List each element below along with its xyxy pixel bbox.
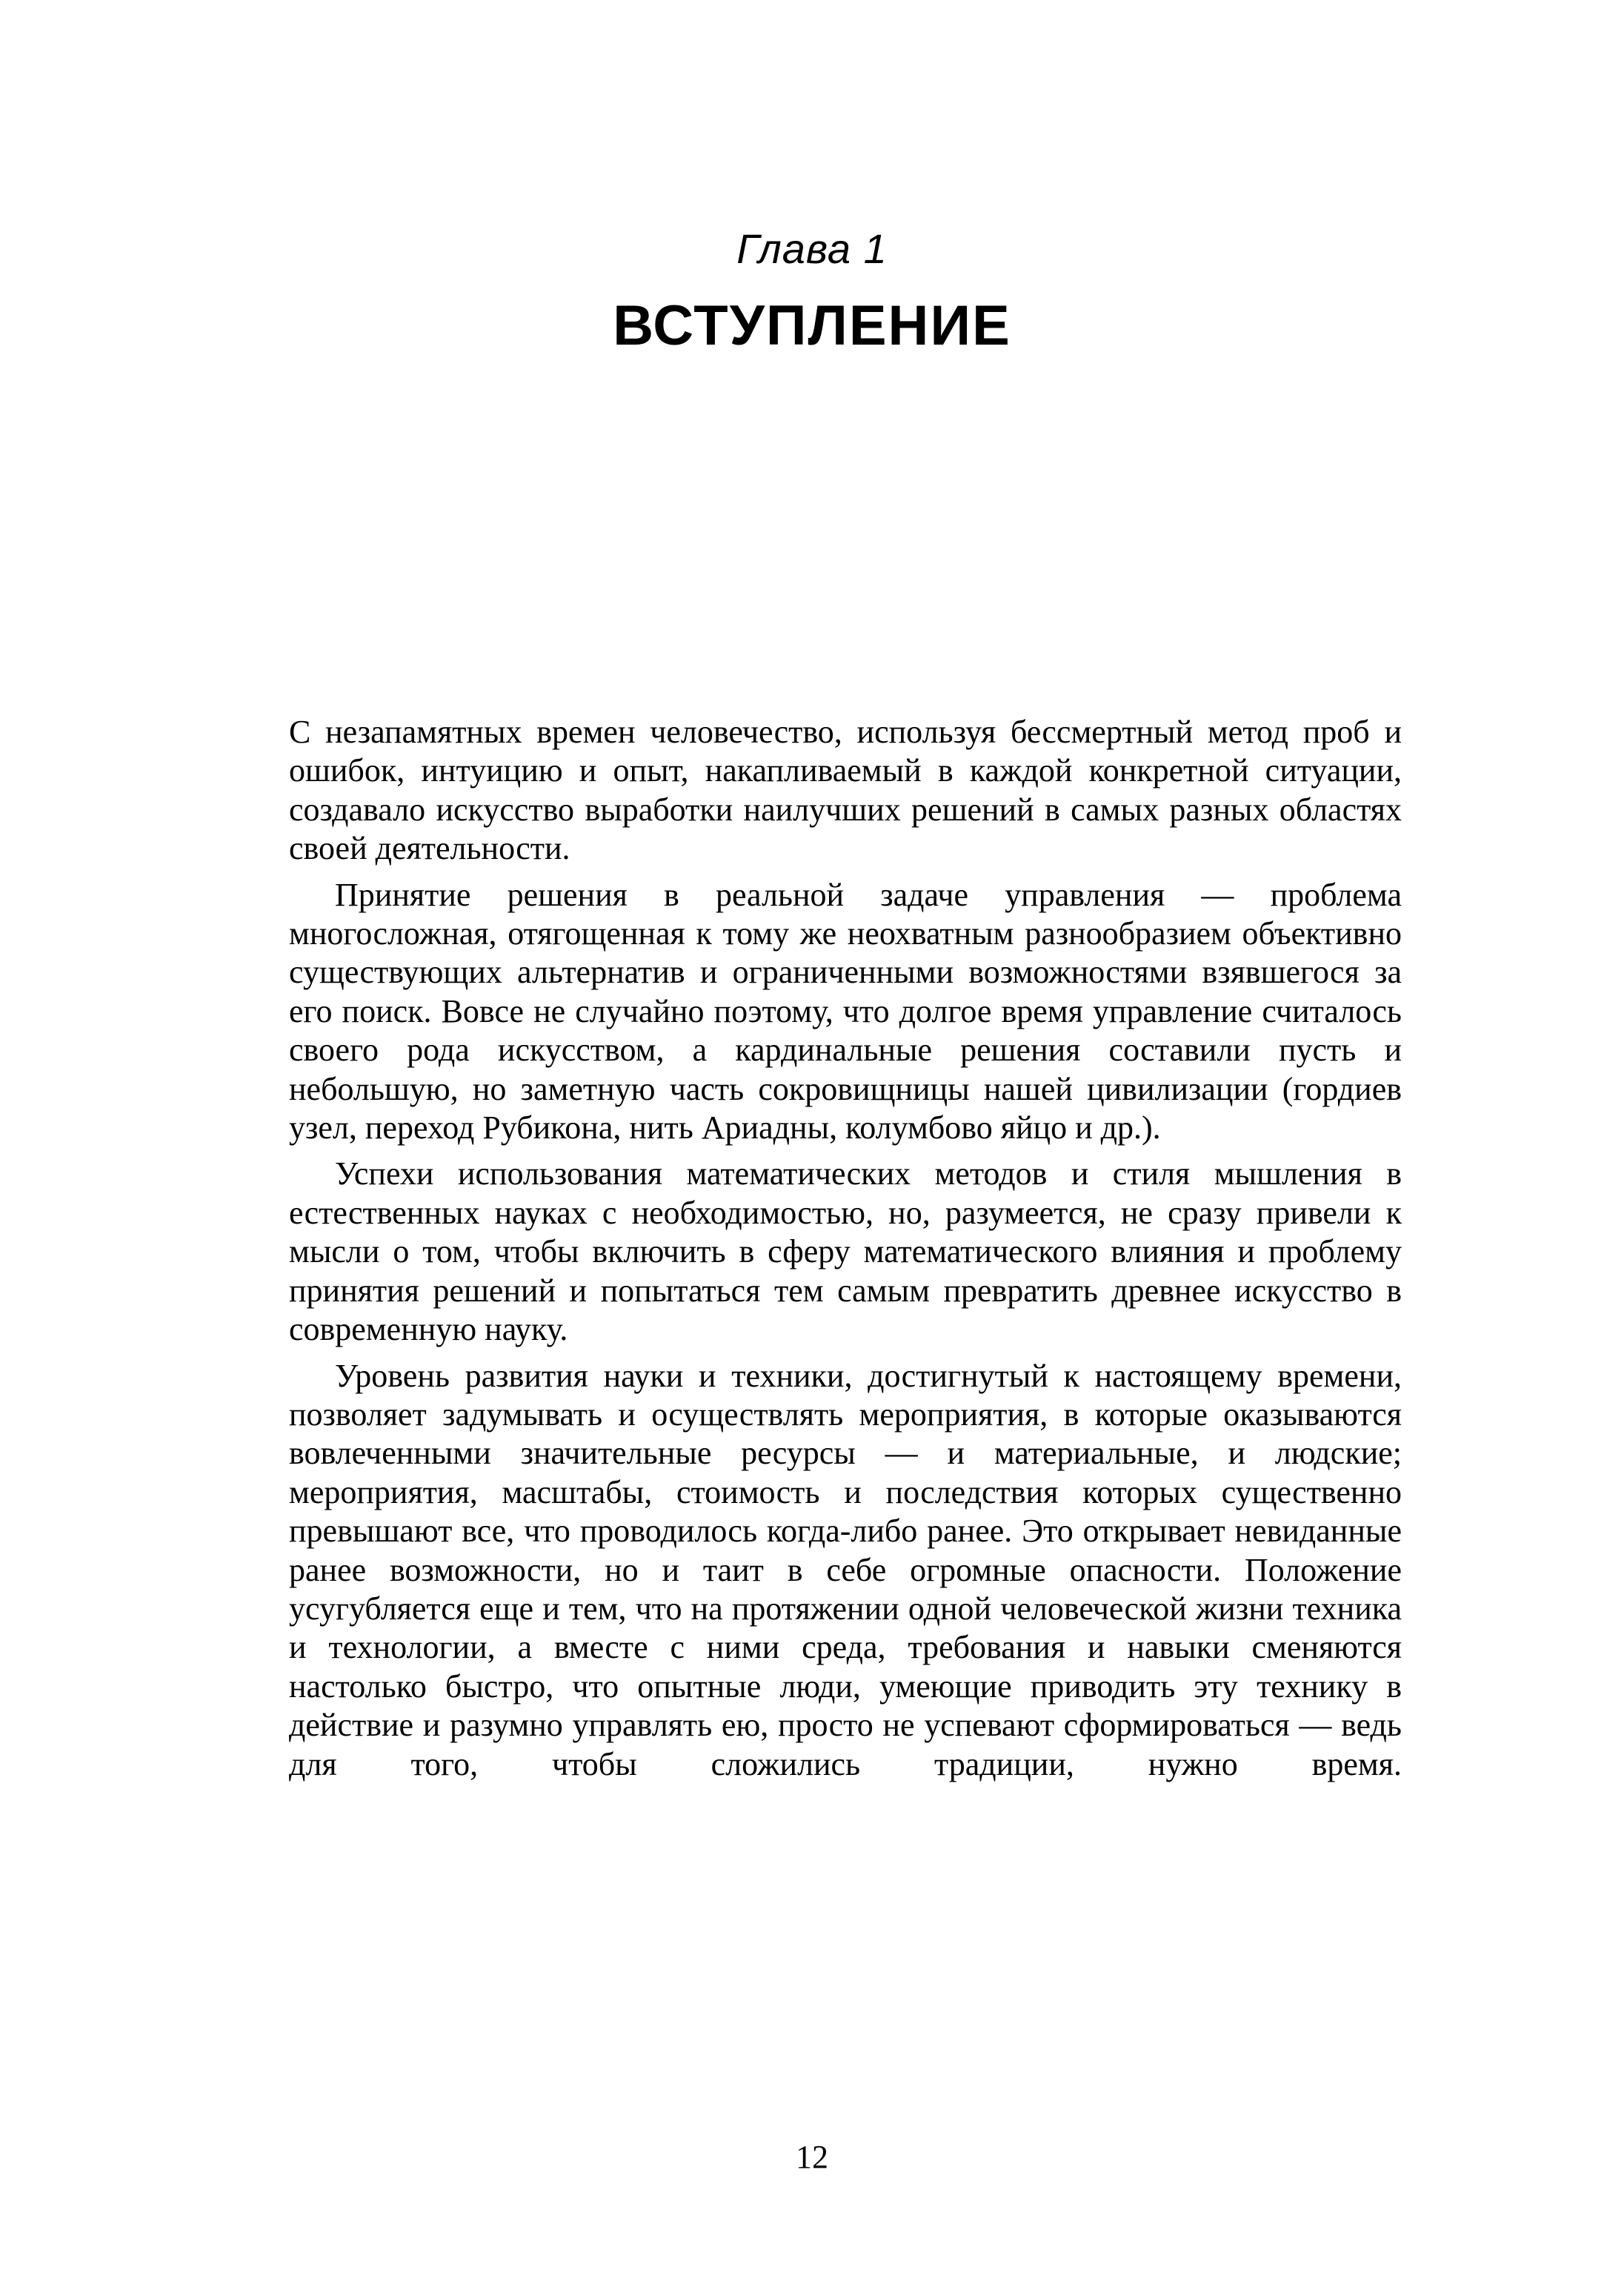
paragraph-4: Уровень развития науки и техники, достигнутый к настоящему времени, позволяет задумывать и осуществлять мероприятия, в которые оказываются вовлеченными значительные ресурсы — и материальные, и людские; мероприятия, масштабы, стоимость и последствия которых существенно превышают все, что проводилось когда-либо ранее. Это открывает невиданные ранее возможности, но и таит в себе огромные опасности. Положение усугубляется еще и тем, что на протяжении одной человеческой жизни техника и технологии, а вместе с ними среда, требования и навыки сменяются настолько быстро, что опытные люди, умеющие приводить эту технику в действие и разумно управлять ею, просто не успевают сформироваться — ведь для того, чтобы сложились традиции, нужно время. <box>289 1357 1402 1782</box>
paragraph-2: Принятие решения в реальной задаче управления — проблема многосложная, отягощенная к тому же неохватным разнообразием объективно существующих альтернатив и ограниченными возможностями взявшегося за его поиск. Вовсе не случайно поэтому, что долгое время управление считалось своего рода искусством, а кардинальные решения составили пусть и небольшую, но заметную часть сокровищницы нашей цивилизации (гордиев узел, переход Рубикона, нить Ариадны, колумбово яйцо и др.). <box>289 876 1402 1146</box>
paragraph-1: С незапамятных времен человечество, используя бессмертный метод проб и ошибок, интуицию и опыт, накапливаемый в каждой конкретной ситуации, создавало искусство выработки наилучших решений в самых разных областях своей деятельности. <box>289 714 1402 867</box>
page-number: 12 <box>796 2139 828 2175</box>
paragraph-3: Успехи использования математических методов и стиля мышления в естественных науках с необходимостью, но, разумеется, не сразу привели к мысли о том, чтобы включить в сферу математического влияния и проблему принятия решений и попытаться тем самым превратить древнее искусство в современную науку. <box>289 1155 1402 1348</box>
chapter-title: ВСТУПЛЕНИЕ <box>613 294 1011 357</box>
chapter-header <box>0 222 1624 362</box>
body-text <box>289 713 1402 1791</box>
chapter-label: Глава 1 <box>736 225 888 272</box>
